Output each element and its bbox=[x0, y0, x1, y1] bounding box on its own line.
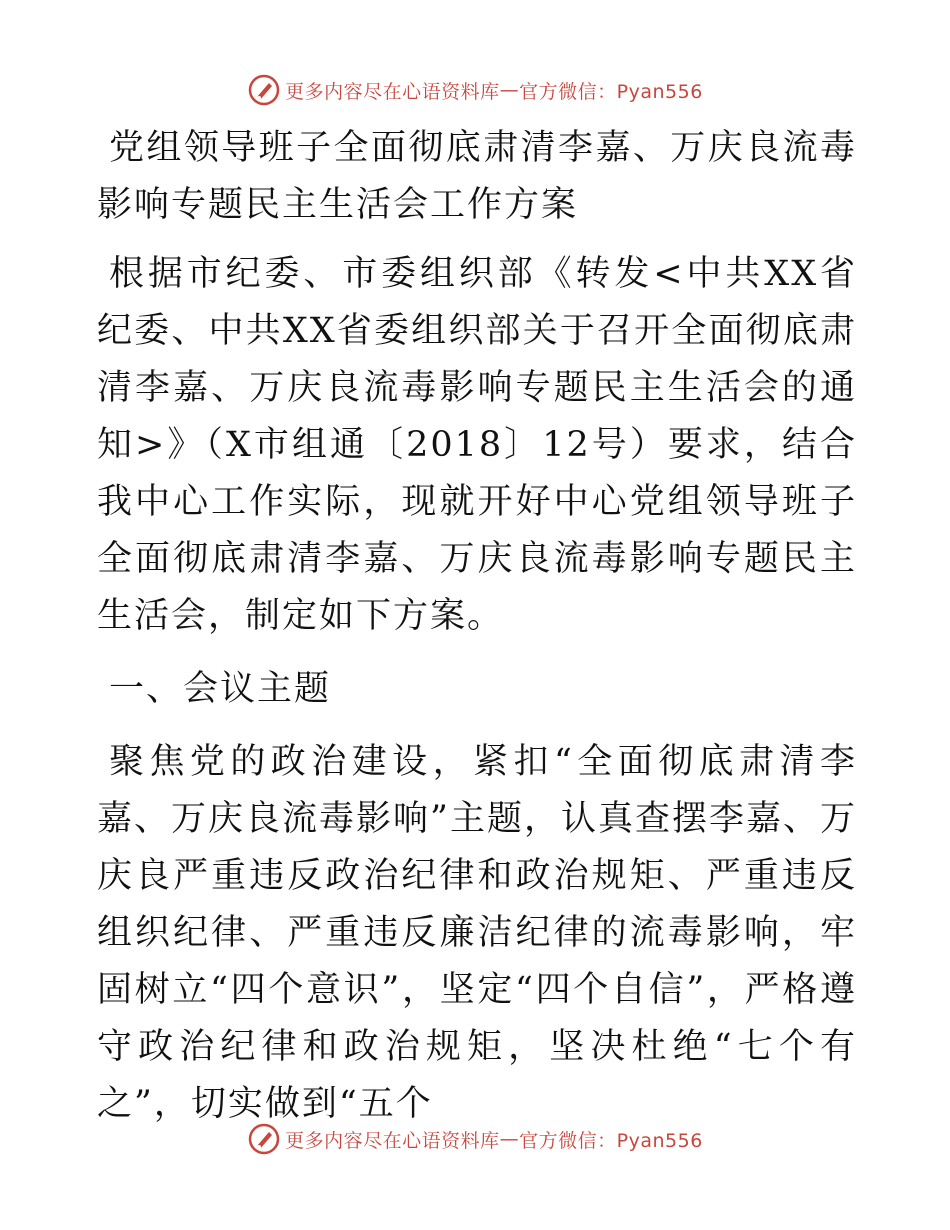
watermark-text-secondary: 官方微信：Pyan556 bbox=[519, 80, 703, 103]
pen-nib-logo-icon bbox=[247, 73, 281, 107]
watermark-text-primary: 更多内容尽在心语资料库 bbox=[285, 1129, 500, 1152]
watermark-text-secondary: 官方微信：Pyan556 bbox=[519, 1129, 703, 1152]
footer-watermark bbox=[0, 1119, 950, 1159]
document-title: 党组领导班子全面彻底肃清李嘉、万庆良流毒影响专题民主生活会工作方案 bbox=[97, 128, 857, 225]
header-watermark bbox=[0, 70, 950, 110]
watermark-separator: — bbox=[499, 79, 520, 101]
intro-paragraph: 根据市纪委、市委组织部《转发<中共XX省纪委、中共XX省委组织部关于召开全面彻底肃清李嘉、万庆良流毒影响专题民主生活会的通知>》（X市组通〔2018〕12号）要求，结合我中心工作实际，现就开好中心党组领导班子全面彻底肃清李嘉、万庆良流毒影响专题民主生活会，制定如下方案。 bbox=[97, 254, 857, 636]
section-heading: 一、会议主题 bbox=[109, 669, 332, 709]
pen-nib-logo-icon bbox=[247, 1122, 281, 1156]
section-paragraph: 聚焦党的政治建设，紧扣“全面彻底肃清李嘉、万庆良流毒影响”主题，认真查摆李嘉、万庆良严重违反政治纪律和政治规矩、严重违反组织纪律、严重违反廉洁纪律的流毒影响，牢固树立“四个意识”，坚定“四个自信”，严格遵守政治纪律和政治规矩，坚决杜绝“七个有之”，切实做到“五个 bbox=[97, 742, 857, 1124]
document-body bbox=[97, 120, 857, 1133]
watermark-text-primary: 更多内容尽在心语资料库 bbox=[285, 80, 500, 103]
watermark-separator: — bbox=[499, 1128, 520, 1150]
